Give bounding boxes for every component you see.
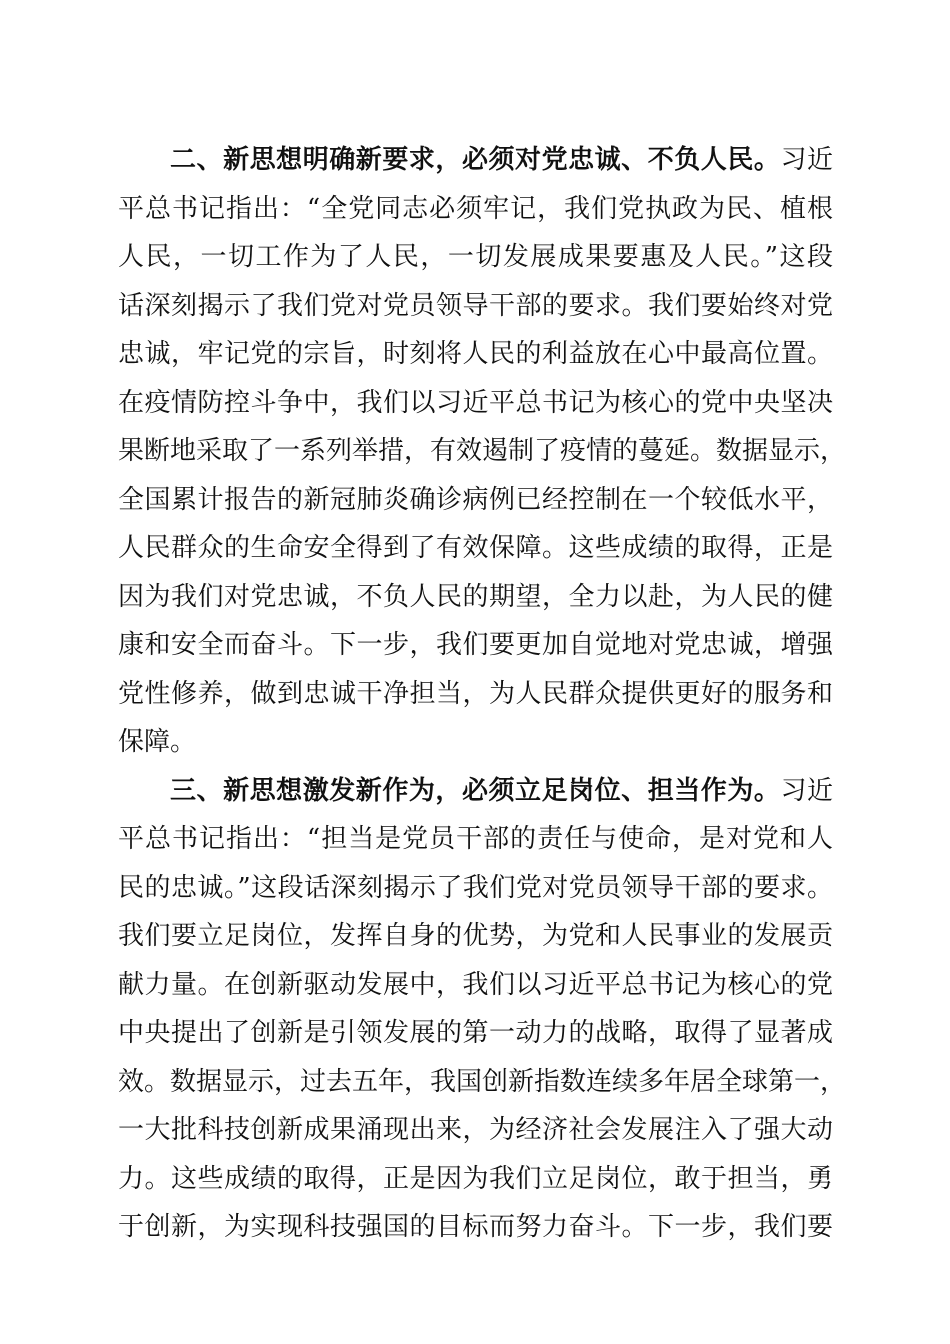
body-line: 民的忠诚。”这段话深刻揭示了我们党对党员领导干部的要求。 [118,872,833,903]
body-line: 话深刻揭示了我们党对党员领导干部的要求。我们要始终对党 [118,290,833,321]
body-line: 因为我们对党忠诚，不负人民的期望，全力以赴，为人民的健 [118,581,833,612]
body-line: 党性修养，做到忠诚干净担当，为人民群众提供更好的服务和 [118,678,833,709]
body-line: 效。数据显示，过去五年，我国创新指数连续多年居全球第一， [118,1066,847,1097]
body-line: 人民，一切工作为了人民，一切发展成果要惠及人民。”这段 [118,242,833,272]
body-line: 人民群众的生命安全得到了有效保障。这些成绩的取得，正是 [118,533,833,563]
paragraph-section-2 [118,136,847,767]
paragraph-section-3 [118,767,847,1252]
body-line: 力。这些成绩的取得，正是因为我们立足岗位，敢于担当，勇 [118,1163,833,1194]
paragraph-first-line [118,767,833,816]
body-line: 平总书记指出：“全党同志必须牢记，我们党执政为民、植根 [118,193,833,224]
body-text: 习近 [780,775,833,806]
body-line: 我们要立足岗位，发挥自身的优势，为党和人民事业的发展贡 [118,921,833,951]
body-line: 康和安全而奋斗。下一步，我们要更加自觉地对党忠诚，增强 [118,630,833,660]
section-heading: 三、新思想激发新作为，必须立足岗位、担当作为。 [170,775,781,806]
document-body [118,136,847,1252]
body-line: 一大批科技创新成果涌现出来，为经济社会发展注入了强大动 [118,1115,833,1145]
body-line: 忠诚，牢记党的宗旨，时刻将人民的利益放在心中最高位置。 [118,339,833,369]
body-text: 习近 [780,145,833,175]
body-line: 平总书记指出：“担当是党员干部的责任与使命，是对党和人 [118,824,833,854]
section-heading: 二、新思想明确新要求，必须对党忠诚、不负人民。 [170,145,781,175]
body-line: 中央提出了创新是引领发展的第一动力的战略，取得了显著成 [118,1018,833,1048]
body-line: 果断地采取了一系列举措，有效遏制了疫情的蔓延。数据显示， [118,436,847,466]
body-line: 于创新，为实现科技强国的目标而努力奋斗。下一步，我们要 [118,1212,833,1242]
body-line: 献力量。在创新驱动发展中，我们以习近平总书记为核心的党 [118,969,833,1000]
body-line: 在疫情防控斗争中，我们以习近平总书记为核心的党中央坚决 [118,387,833,418]
body-line: 全国累计报告的新冠肺炎确诊病例已经控制在一个较低水平， [118,484,833,515]
paragraph-first-line [118,136,833,185]
body-line: 保障。 [118,727,197,757]
